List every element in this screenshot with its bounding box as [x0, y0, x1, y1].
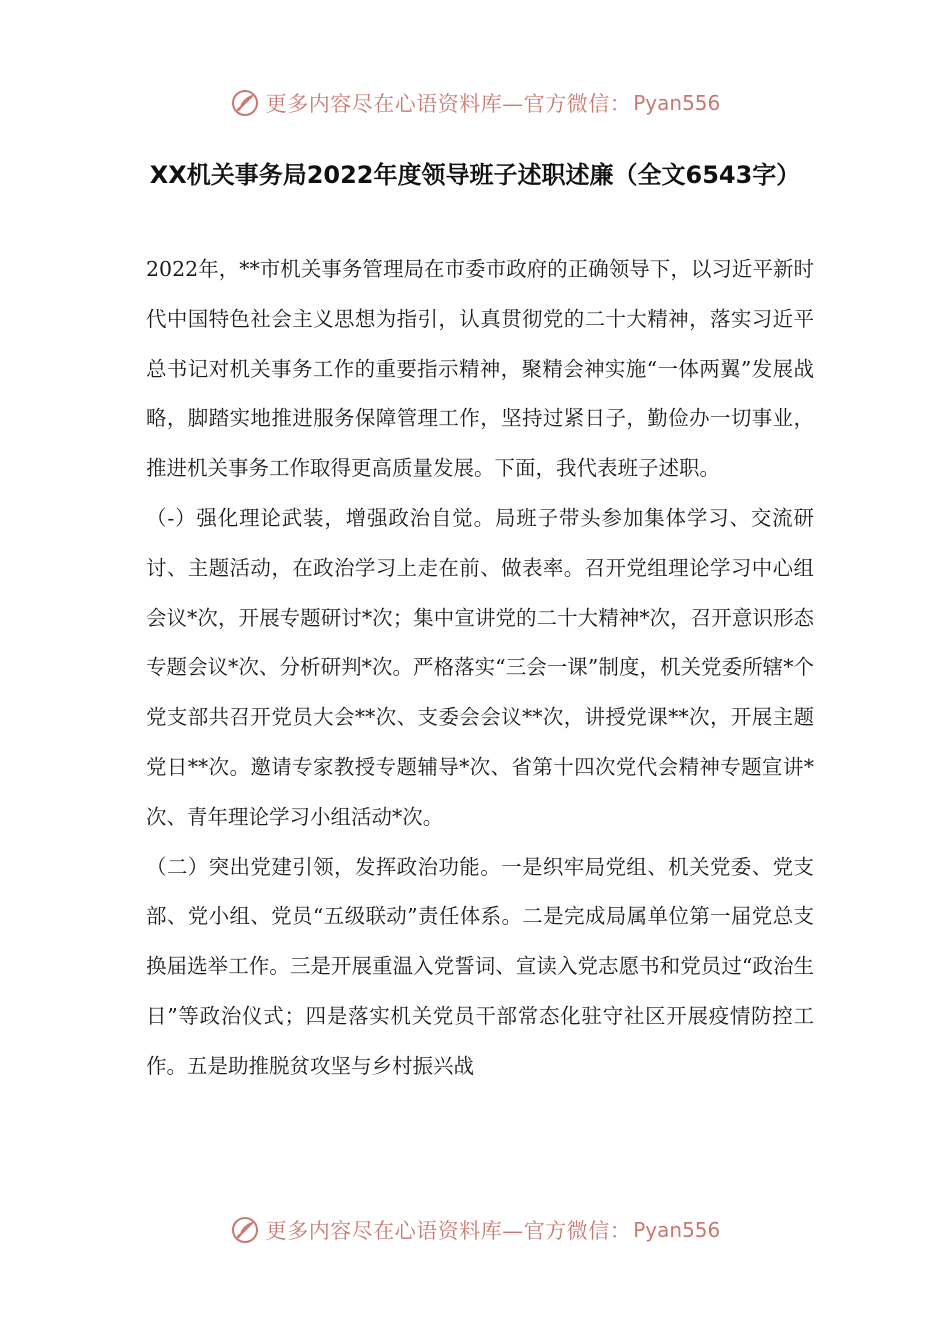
quill-logo-icon	[230, 88, 260, 118]
document-title: XX机关事务局2022年度领导班子述职述廉（全文6543字）	[149, 161, 801, 189]
banner-wechat-id: Pyan556	[633, 1218, 721, 1242]
banner-text: 更多内容尽在心语资料库—官方微信：	[265, 1219, 632, 1243]
banner-text: 更多内容尽在心语资料库—官方微信：	[265, 92, 632, 116]
banner-wechat-id: Pyan556	[633, 91, 721, 115]
paragraph-section-2: （二）突出党建引领，发挥政治功能。一是织牢局党组、机关党委、党支部、党小组、党员“五级联动”责任体系。二是完成局属单位第一届党总支换届选举工作。三是开展重温入党誓词、宣读入党志愿书和党员过“政治生日”等政治仪式；四是落实机关党员干部常态化驻守社区开展疫情防控工作。五是助推脱贫攻坚与乡村振兴战	[146, 854, 814, 1078]
quill-logo-icon	[230, 1215, 260, 1245]
paragraph-intro: 2022年，**市机关事务管理局在市委市政府的正确领导下，以习近平新时代中国特色社会主义思想为指引，认真贯彻党的二十大精神，落实习近平总书记对机关事务工作的重要指示精神，聚精会神实施“一体两翼”发展战略，脚踏实地推进服务保障管理工作，坚持过紧日子，勤俭办一切事业，推进机关事务工作取得更高质量发展。下面，我代表班子述职。	[146, 257, 814, 481]
header-banner	[0, 81, 950, 125]
document-body	[146, 245, 814, 1092]
paragraph-section-1: （-）强化理论武装，增强政治自觉。局班子带头参加集体学习、交流研讨、主题活动，在政治学习上走在前、做表率。召开党组理论学习中心组会议*次，开展专题研讨*次；集中宣讲党的二十大精神*次，召开意识形态专题会议*次、分析研判*次。严格落实“三会一课”制度，机关党委所辖*个党支部共召开党员大会**次、支委会会议**次，讲授党课**次，开展主题党日**次。邀请专家教授专题辅导*次、省第十四次党代会精神专题宣讲*次、青年理论学习小组活动*次。	[146, 505, 814, 829]
footer-banner	[0, 1208, 950, 1252]
